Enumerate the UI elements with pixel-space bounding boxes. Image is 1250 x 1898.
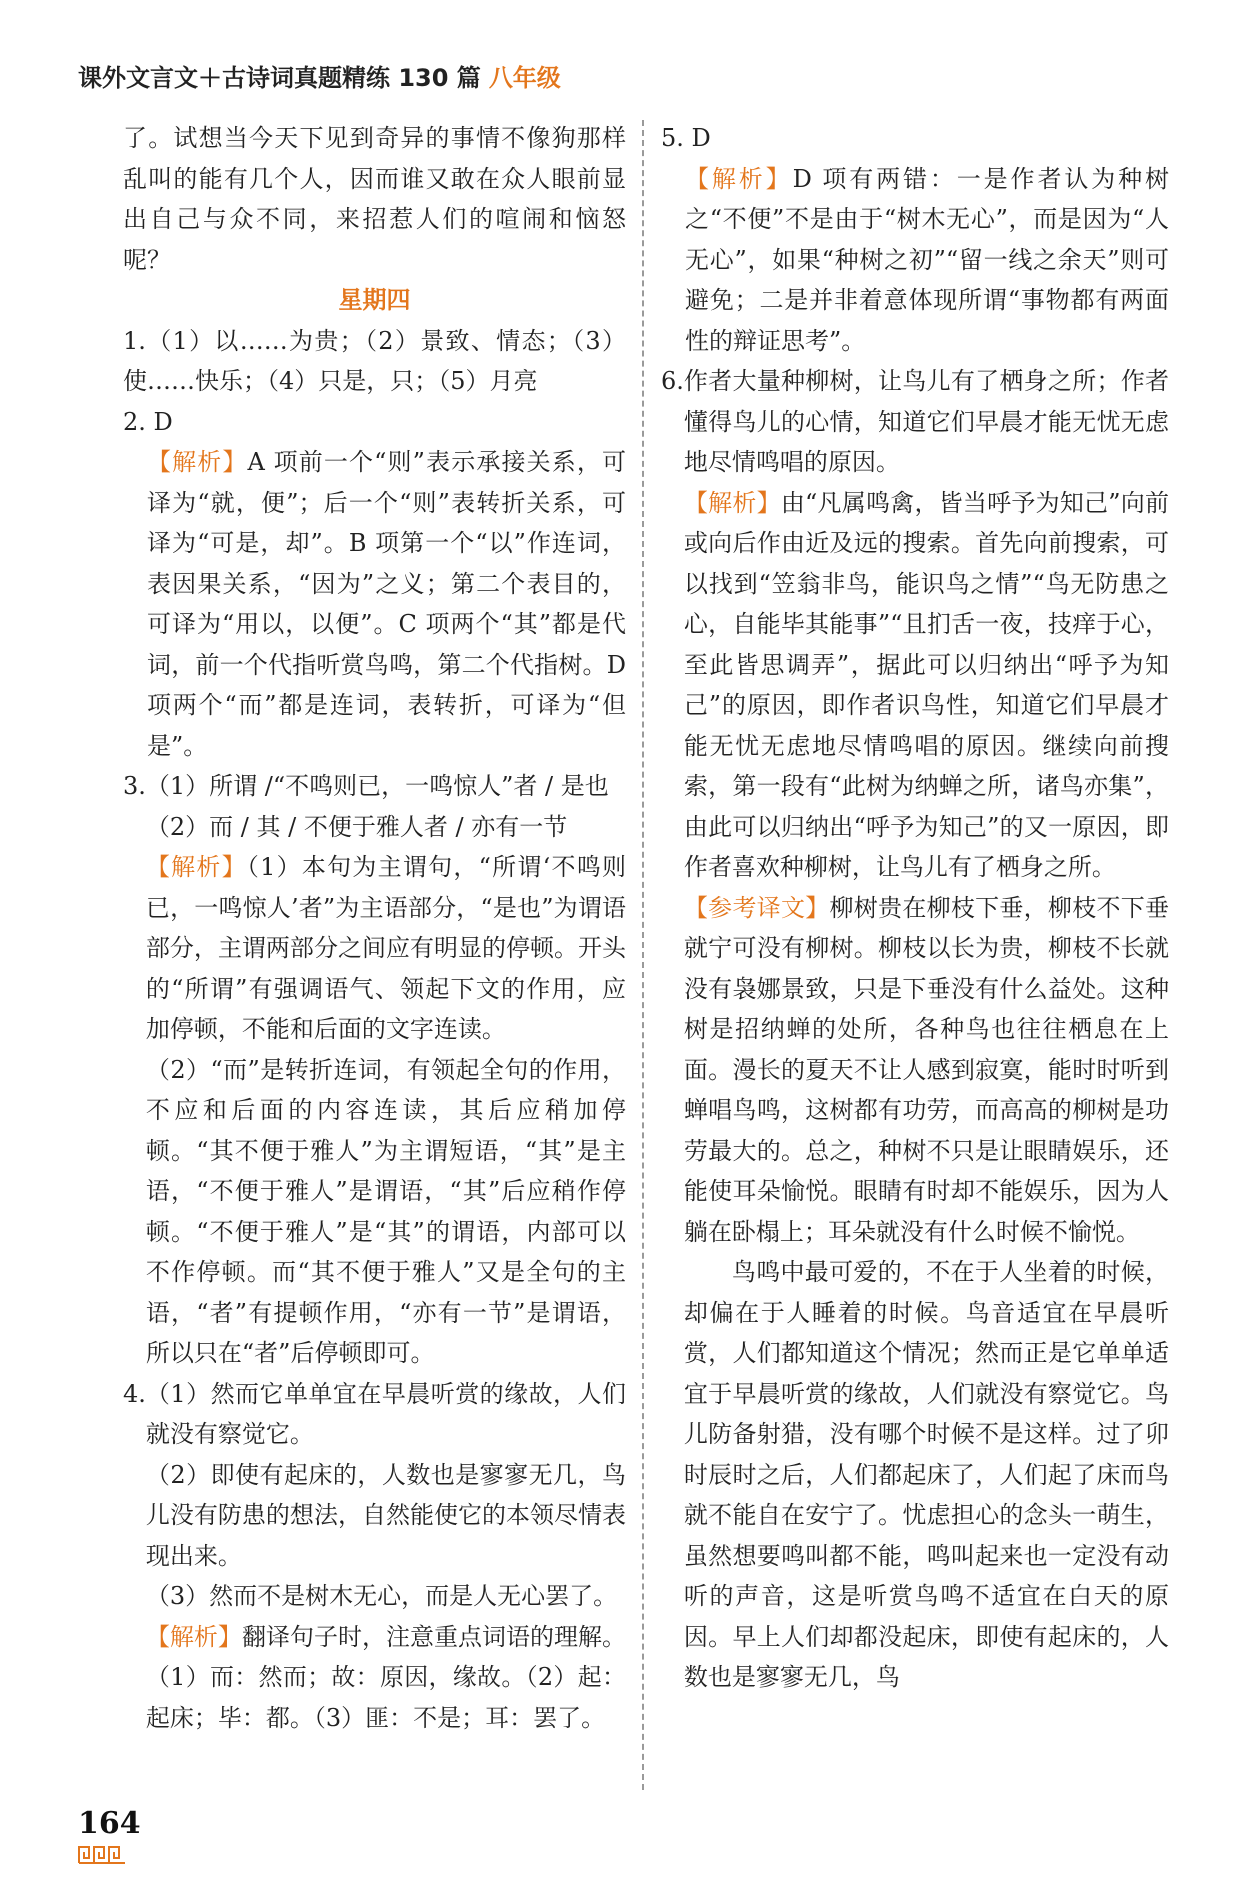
page-number: 164: [78, 1806, 141, 1841]
section-heading: 星期四: [338, 286, 411, 314]
book-title: 课外文言文＋古诗词真题精练 130 篇: [78, 64, 481, 92]
translation-tag: 【参考译文】: [683, 893, 830, 922]
analysis-tag: 【解析】: [145, 853, 247, 881]
answer-2-analysis: 【解析】A 项前一个“则”表示承接关系，可译为“就，便”；后一个“则”表转折关系，可译为“可是，却”。B 项第一个“以”作连词，表因果关系，“因为”之义；第二个表目的，可译为“用以，以便”。C 项两个“其”都是代词，前一个代指听赏鸟鸣，第二个代指树。D 项两个“而”都是连词，表转折，可译为“但是”。: [147, 448, 627, 760]
answer-6-text: 作者大量种柳树，让鸟儿有了栖身之所；作者懂得鸟儿的心情，知道它们早晨才能无忧无虑地尽情鸣唱的原因。: [683, 367, 1169, 476]
translation-paragraph-2: 鸟鸣中最可爱的，不在于人坐着的时候，却偏在于人睡着的时候。鸟音适宜在早晨听赏，人们都知道这个情况；然而正是它单单适宜于早晨听赏的缘故，人们就没有察觉它。鸟儿防备射猎，没有哪个时候不是这样。过了卯时辰时之后，人们都起床了，人们起了床而鸟就不能自在安宁了。忧虑担心的念头一萌生，虽然想要鸣叫都不能，鸣叫起来也一定没有动听的声音，这是听赏鸟鸣不适宜在白天的原因。早上人们却都没起床，即使有起床的，人数也是寥寥无几，鸟: [683, 1258, 1169, 1691]
answer-4-part-2: （2）即使有起床的，人数也是寥寥无几，鸟儿没有防患的想法，自然能使它的本领尽情表现出来。: [145, 1460, 626, 1570]
answer-3-analysis: 【解析】（1）本句为主谓句，“所谓‘不鸣则已，一鸣惊人’者”为主语部分，“是也”为谓语部分，主谓两部分之间应有明显的停顿。开头的“所谓”有强调语气、领起下文的作用，应加停顿，不能和后面的文字连读。: [145, 853, 626, 1043]
answer-2: 2. D: [123, 407, 173, 436]
answer-6: 6. 作者大量种柳树，让鸟儿有了栖身之所；作者懂得鸟儿的心情，知道它们早晨才能无忧无虑地尽情鸣唱的原因。 【解析】由“凡属鸣禽，皆当呼予为知己”向前或向后作由近及远的搜索。首先向前搜索，可以找到“笠翁非鸟，能识鸟之情”“鸟无防患之心，自能毕其能事”“且扪舌一夜，技痒于心，至此皆思调弄”，据此可以归纳出“呼予为知己”的原因，即作者识鸟性，知道它们早晨才能无忧无虑地尽情鸣唱的原因。继续向前搜索，第一段有“此树为纳蝉之所，诸鸟亦集”，由此可以归纳出“呼予为知己”的又一原因，即作者喜欢种柳树，让鸟儿有了栖身之所。 【参考译文】柳树贵在柳枝下垂，柳枝不下垂就宁可没有柳树。柳枝以长为贵，柳枝不长就没有袅娜景致，只是下垂没有什么益处。这种树是招纳蝉的处所，各种鸟也往往栖息在上面。漫长的夏天不让人感到寂寞，能时时听到蝉唱鸟鸣，这树都有功劳，而高高的柳树是功劳最大的。总之，种树不只是让眼睛娱乐，还能使耳朵愉悦。眼睛有时却不能娱乐，因为人躺在卧榻上；耳朵就没有什么时候不愉悦。 鸟鸣中最可爱的，不在于人坐着的时候，却偏在于人睡着的时候。鸟音适宜在早晨听赏，人们都知道这个情况；然而正是它单单适宜于早晨听赏的缘故，人们就没有察觉它。鸟儿防备射猎，没有哪个时候不是这样。过了卯时辰时之后，人们都起床了，人们起了床而鸟就不能自在安宁了。忧虑担心的念头一萌生，虽然想要鸣叫都不能，鸣叫起来也一定没有动听的声音，这是听赏鸟鸣不适宜在白天的原因。早上人们却都没起床，即使有起床的，人数也是寥寥无几，鸟: [661, 361, 1169, 1698]
answer-5: 5. D: [661, 124, 711, 152]
answer-3: 3. （1）所谓 /“不鸣则已，一鸣惊人”者 / 是也 （2）而 / 其 / 不便于雅人者 / 亦有一节 【解析】（1）本句为主谓句，“所谓‘不鸣则已，一鸣惊人’者”为主语部分，“是也”为谓语部分，主谓两部分之间应有明显的停顿。开头的“所谓”有强调语气、领起下文的作用，应加停顿，不能和后面的文字连读。 （2）“而”是转折连词，有领起全句的作用，不应和后面的内容连读，其后应稍加停顿。“其不便于雅人”为主谓短语，“其”是主语，“不便于雅人”是谓语，“其”后应稍作停顿。“不便于雅人”是“其”的谓语，内部可以不作停顿。而“其不便于雅人”又是全句的主语，“者”有提顿作用，“亦有一节”是谓语，所以只在“者”后停顿即可。: [123, 766, 626, 1374]
answer-6-analysis: 【解析】由“凡属鸣禽，皆当呼予为知己”向前或向后作由近及远的搜索。首先向前搜索，可以找到“笠翁非鸟，能识鸟之情”“鸟无防患之心，自能毕其能事”“且扪舌一夜，技痒于心，至此皆思调弄”，据此可以归纳出“呼予为知己”的原因，即作者识鸟性，知道它们早晨才能无忧无虑地尽情鸣唱的原因。继续向前搜索，第一段有“此树为纳蝉之所，诸鸟亦集”，由此可以归纳出“呼予为知己”的又一原因，即作者喜欢种柳树，让鸟儿有了栖身之所。: [683, 488, 1170, 881]
analysis-tag: 【解析】: [145, 1622, 242, 1651]
answer-3-analysis-2: （2）“而”是转折连词，有领起全句的作用，不应和后面的内容连读，其后应稍加停顿。“其不便于雅人”为主谓短语，“其”是主语，“不便于雅人”是谓语，“其”后应稍作停顿。“不便于雅人”是“其”的谓语，内部可以不作停顿。而“其不便于雅人”又是全句的主语，“者”有提顿作用，“亦有一节”是谓语，所以只在“者”后停顿即可。: [145, 1055, 626, 1367]
answer-4-part-1: （1）然而它单单宜在早晨听赏的缘故，人们就没有察觉它。: [145, 1379, 626, 1448]
analysis-tag: 【解析】: [147, 448, 248, 476]
column-divider: [642, 120, 644, 1790]
answer-4-analysis: 【解析】翻译句子时，注意重点词语的理解。（1）而：然而；故：原因，缘故。（2）起：起床；毕：都。（3）匪：不是；耳：罢了。: [145, 1622, 627, 1732]
analysis-tag: 【解析】: [685, 164, 793, 193]
right-column: [661, 118, 1169, 1698]
left-column: [123, 118, 626, 1738]
grade-label: 八年级: [488, 64, 561, 92]
answer-4-part-3: （3）然而不是树木无心，而是人无心罢了。: [145, 1582, 618, 1610]
answer-5-analysis: 【解析】D 项有两错：一是作者认为种树之“不便”不是由于“树木无心”，而是因为“人无心”，如果“种树之初”“留一线之余天”则可避免；二是并非着意体现所谓“事物都有两面性的辩证思考”。: [685, 164, 1169, 355]
page-header: [78, 58, 561, 93]
meander-ornament-icon: [78, 1846, 126, 1864]
answer-3-part-1: （1）所谓 /“不鸣则已，一鸣惊人”者 / 是也: [145, 772, 609, 800]
answer-3-part-2: （2）而 / 其 / 不便于雅人者 / 亦有一节: [145, 812, 568, 841]
intro-paragraph: 了。试想当今天下见到奇异的事情不像狗那样乱叫的能有几个人，因而谁又敢在众人眼前显出自己与众不同，来招惹人们的喧闹和恼怒呢？: [123, 124, 626, 274]
answer-4: 4. （1）然而它单单宜在早晨听赏的缘故，人们就没有察觉它。 （2）即使有起床的，人数也是寥寥无几，鸟儿没有防患的想法，自然能使它的本领尽情表现出来。 （3）然而不是树木无心，而是人无心罢了。 【解析】翻译句子时，注意重点词语的理解。（1）而：然而；故：原因，缘故。（2）起：起床；毕：都。（3）匪：不是；耳：罢了。: [123, 1374, 626, 1739]
analysis-tag: 【解析】: [683, 488, 781, 517]
translation-paragraph-1: 【参考译文】柳树贵在柳枝下垂，柳枝不下垂就宁可没有柳树。柳枝以长为贵，柳枝不长就没有袅娜景致，只是下垂没有什么益处。这种树是招纳蝉的处所，各种鸟也往往栖息在上面。漫长的夏天不让人感到寂寞，能时时听到蝉唱鸟鸣，这树都有功劳，而高高的柳树是功劳最大的。总之，种树不只是让眼睛娱乐，还能使耳朵愉悦。眼睛有时却不能娱乐，因为人躺在卧榻上；耳朵就没有什么时候不愉悦。: [683, 893, 1169, 1246]
answer-1: 1.（1）以……为贵；（2）景致、情态；（3）使……快乐；（4）只是，只；（5）月亮: [123, 326, 626, 395]
